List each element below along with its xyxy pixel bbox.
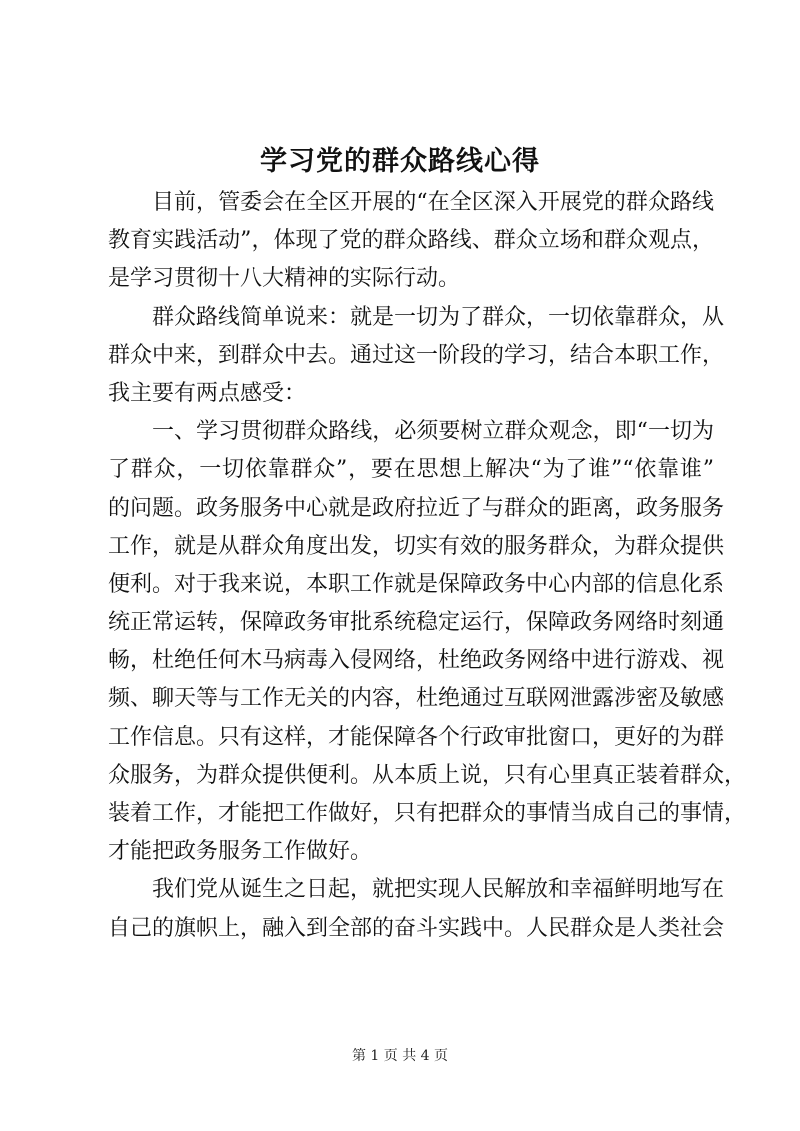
paragraph-line: 群众中来，到群众中去。通过这一阶段的学习，结合本职工作， — [108, 342, 725, 368]
paragraph-4 — [108, 871, 725, 947]
paragraph-line: 目前，管委会在全区开展的“在全区深入开展党的群众路线 — [152, 190, 714, 215]
paragraph-line: 才能把政务服务工作做好。 — [108, 839, 373, 865]
paragraph-line: 便利。对于我来说，本职工作就是保障政务中心内部的信息化系 — [108, 571, 725, 597]
paragraph-line: 众服务，为群众提供便利。从本质上说，只有心里真正装着群众， — [108, 762, 747, 788]
page-footer: 第 1 页 共 4 页 — [351, 1048, 449, 1064]
document-body — [108, 184, 747, 948]
paragraph-line: 我主要有两点感受： — [108, 380, 307, 406]
paragraph-2 — [108, 299, 725, 414]
paragraph-line: 统正常运转，保障政务审批系统稳定运行，保障政务网络时刻通 — [108, 610, 725, 636]
paragraph-3 — [108, 413, 747, 871]
document-title: 学习党的群众路线心得 — [260, 146, 540, 177]
paragraph-1 — [108, 184, 714, 299]
paragraph-line: 群众路线简单说来：就是一切为了群众，一切依靠群众，从 — [152, 304, 725, 330]
paragraph-line: 频、聊天等与工作无关的内容，杜绝通过互联网泄露涉密及敏感 — [108, 686, 725, 712]
paragraph-line: 教育实践活动”，体现了党的群众路线、群众立场和群众观点， — [108, 228, 714, 254]
paragraph-line: 工作，就是从群众角度出发，切实有效的服务群众，为群众提供 — [108, 533, 725, 559]
paragraph-line: 自己的旗帜上，融入到全部的奋斗实践中。人民群众是人类社会 — [108, 915, 725, 941]
paragraph-line: 了群众，一切依靠群众”，要在思想上解决“为了谁”“依靠谁” — [108, 457, 714, 483]
paragraph-line: 我们党从诞生之日起，就把实现人民解放和幸福鲜明地写在 — [152, 877, 725, 903]
paragraph-line: 的问题。政务服务中心就是政府拉近了与群众的距离，政务服务 — [108, 495, 725, 521]
paragraph-line: 装着工作，才能把工作做好，只有把群众的事情当成自己的事情， — [108, 801, 747, 826]
paragraph-line: 畅，杜绝任何木马病毒入侵网络，杜绝政务网络中进行游戏、视 — [108, 648, 725, 674]
paragraph-line: 是学习贯彻十八大精神的实际行动。 — [108, 266, 461, 292]
paragraph-line: 工作信息。只有这样，才能保障各个行政审批窗口，更好的为群 — [108, 724, 725, 750]
paragraph-line: 一、学习贯彻群众路线，必须要树立群众观念，即“一切为 — [152, 419, 714, 445]
